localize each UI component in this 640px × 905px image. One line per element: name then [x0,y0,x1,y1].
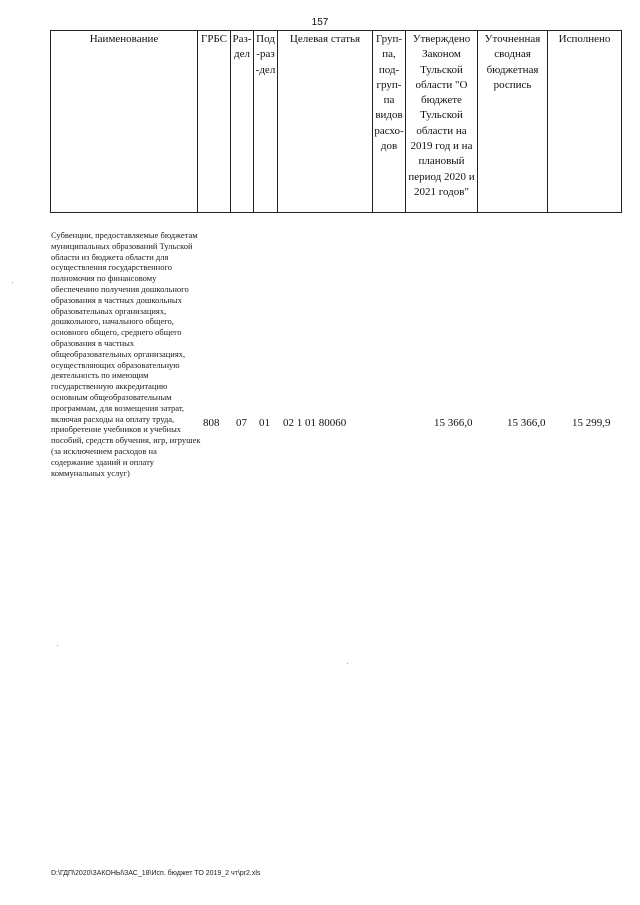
file-path-footer: D:\ГДП\2020\ЗАКОНЫ\ЗАС_18\Исп. бюджет ТО 2019_2 чт\pr2.xls [51,870,261,877]
col-header-podrazdel: Под-раз-дел [254,31,278,213]
scan-speck [57,645,58,646]
cell-grbs: 808 [203,417,220,429]
row-description: Субвенции, предоставляемые бюджетам муниципальных образований Тульской области из бюджета области для осуществления государственного полномочия по финансовому обеспечению получения дошкольного образования в частных дошкольных образовательных организациях, дошкольного, начального общего, основного общего, среднего общего образования в частных общеобразовательных организациях, осуществляющих образовательную деятельность по имеющим государственную аккредитацию основным общеобразовательным программам, для возмещения затрат, включая расходы на оплату труда, приобретение учебников и учебных пособий, средств обучения, игр, игрушек (за исключением расходов на содержание зданий и оплату коммунальных услуг) [51,230,201,478]
col-header-grbs: ГРБС [198,31,231,213]
col-header-refined: Уточненная сводная бюджетная роспись [478,31,548,213]
col-header-razdel: Раз-дел [231,31,254,213]
scan-speck [347,663,348,664]
col-header-group: Груп-па, под-груп-па видов расхо-дов [373,31,406,213]
col-header-executed: Исполнено [548,31,622,213]
cell-target: 02 1 01 80060 [283,417,347,429]
table-header [50,30,622,213]
col-header-name: Наименование [51,31,198,213]
scan-speck [12,282,13,283]
col-header-target: Целевая статья [278,31,373,213]
cell-approved: 15 366,0 [434,417,473,429]
page-number: 157 [311,17,329,28]
cell-refined: 15 366,0 [507,417,546,429]
cell-podrazdel: 01 [259,417,270,429]
cell-executed: 15 299,9 [572,417,611,429]
cell-razdel: 07 [236,417,247,429]
col-header-approved: Утверждено Законом Тульской области "О бюджете Тульской области на 2019 год и на плановый период 2020 и 2021 годов" [406,31,478,213]
